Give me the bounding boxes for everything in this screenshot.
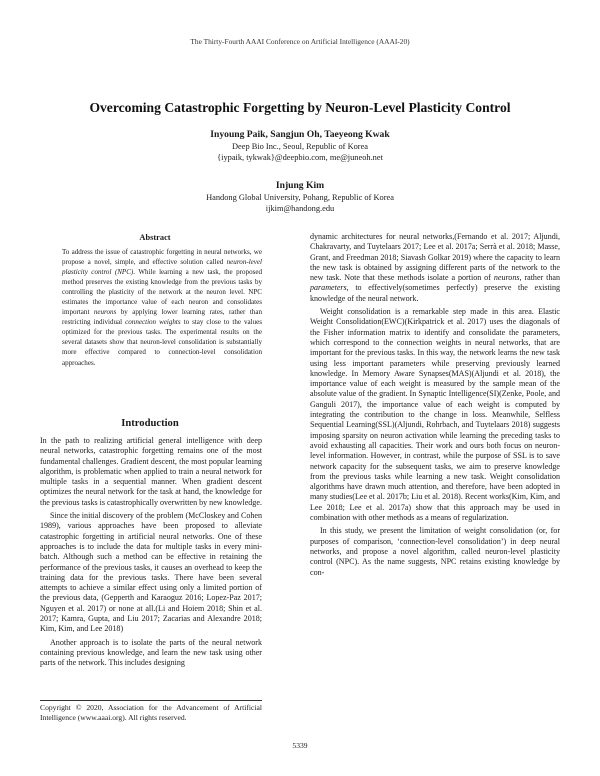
paragraph: Weight consolidation is a remarkable step made in this area. Elastic Weight Consolidation(EWC)(Kirkpatrick et al. 2017) uses the diagonals of the Fisher information matrix to identify and consolidate the parameters, which correspond to the connection weights in neural networks, that are important for the previous tasks. In this way, the network learns the new task using less important parameters while preserving previously learned knowledge. In Memory Aware Synapses(MAS)(Aljundi et al. 2018), the importance value of each weight is measured by the sample mean of the absolute value of the gradient. In Synaptic Intelligence(SI)(Zenke, Poole, and Ganguli 2017), the importance value of each weight is computed by integrating the contribution to the change in loss. Meanwhile, Selfless Sequential Learning(SSL)(Aljundi, Rohrbach, and Tuytelaars 2018) suggests imposing sparsity on neuron activation while learning the preceding tasks to avoid exhausting all capacities. Their work and ours both focus on neuron-level information. However, in contrast, while the purpose of SSL is to save network capacity for the subsequent tasks, we aim to preserve knowledge from the previous tasks while learning a new task. Weight consolidation algorithms have drawn much attention, and therefore, have been adopted in many studies(Lee et al. 2017b; Liu et al. 2018). Recent works(Kim, Kim, and Lee 2018; Lee et al. 2017a) show that this approach may be used in combination with other methods as a means of regularization. (310, 307, 560, 523)
author-names: Injung Kim (275, 180, 325, 191)
page-number: 5339 (292, 741, 308, 750)
author-affiliation: Deep Bio Inc., Seoul, Republic of Korea (231, 142, 369, 151)
author-names: Inyoung Paik, Sangjun Oh, Taeyeong Kwak (210, 129, 390, 140)
paragraph: In the path to realizing artificial general intelligence with deep neural networks, catastrophic forgetting remains one of the most fundamental challenges. Gradient descent, the most popular learning algorithm, is problematic when applied to train a neural network for multiple tasks in a sequential manner. When gradient descent optimizes the neural network for the task at hand, the knowledge for the previous tasks is catastrophically overwritten by new knowledge. (40, 436, 262, 507)
paragraph-text: dynamic architectures for neural networks,(Fernando et al. 2017; Aljundi, Chakravarty, and Tuytelaars 2017; Lee et al. 2017a; Serrà et al. 2018; Masse, Grant, and Freedman 2018; Siavash Golkar 2019) where the capacity to learn the new task is obtained by assigning different parts of the network to the new task. Note that these methods isolate a portion of (310, 232, 560, 283)
paper-title: Overcoming Catastrophic Forgetting by Neuron-Level Plasticity Control (89, 100, 511, 115)
conference-header: The Thirty-Fourth AAAI Conference on Artificial Intelligence (AAAI-20) (190, 37, 410, 46)
left-column (40, 436, 262, 672)
footnote-divider (40, 700, 262, 701)
author-block-1 (100, 128, 500, 163)
abstract-emphasis: neurons (93, 308, 117, 317)
paragraph-emphasis: parameters (310, 283, 347, 293)
paragraph (310, 232, 560, 304)
paragraph-text: , to effectively(sometimes perfectly) preserve the existing knowledge of the neural network. (310, 283, 560, 303)
paragraph: In this study, we present the limitation of weight consolidation (or, for purposes of comparison, ‘connection-level consolidation’) in deep neural networks, and propose a novel algorithm, called neuron-level plasticity control (NPC). As the name suggests, NPC retains existing knowledge by con- (310, 526, 560, 577)
abstract-text: . While learning a new task, the proposed method preserves the existing knowledge from the previous tasks by controlling the plasticity of the network at the neuron level. NPC estimates the importance value of each neuron and consolidates important (62, 268, 262, 317)
author-block-2 (100, 179, 500, 214)
abstract-heading: Abstract (139, 233, 171, 242)
introduction-heading: Introduction (121, 418, 179, 429)
abstract-emphasis: neuron-level plasticity control (NPC) (62, 258, 262, 277)
author-email: {iypaik, tykwak}@deepbio.com, me@juneoh.net (217, 153, 383, 162)
abstract-body (62, 247, 262, 368)
abstract-text: to stay close to the values optimized for the previous tasks. The experimental results on the several datasets show that neuron-level consolidation is substantially more effective compared to connection-level consolidation approaches. (62, 318, 263, 367)
author-email: ijkim@handong.edu (265, 204, 335, 213)
paragraph: Since the initial discovery of the problem (McCloskey and Cohen 1989), various approaches have been proposed to alleviate catastrophic forgetting in artificial neural networks. One of these approaches is to include the data for multiple tasks in every mini-batch. Although such a method can be effective in retaining the performance of the previous tasks, it causes an overhead to keep the training data for the previous tasks. There have been several attempts to achieve a similar effect using only a limited portion of the previous data, (Gepperth and Karaoguz 2016; Lopez-Paz 2017; Nguyen et al. 2017) or none at all.(Li and Hoiem 2018; Shin et al. 2017; Kamra, Gupta, and Liu 2017; Zacarias and Alexandre 2018; Kim, Kim, and Lee 2018) (40, 511, 262, 634)
right-column (310, 232, 560, 581)
paragraph-text: , rather than (519, 273, 560, 283)
abstract-text: by applying lower learning rates, rather than restricting individual (62, 308, 262, 327)
abstract-text: To address the issue of catastrophic forgetting in neural networks, we propose a novel, simple, and effective solution called (62, 248, 262, 267)
abstract-emphasis: connection weights (125, 318, 181, 327)
author-affiliation: Handong Global University, Pohang, Republic of Korea (206, 193, 394, 202)
paragraph-emphasis: neurons (493, 273, 520, 283)
copyright-notice: Copyright © 2020, Association for the Advancement of Artificial Intelligence (www.aaai.org). All rights reserved. (40, 703, 262, 722)
paragraph: Another approach is to isolate the parts of the neural network containing previous knowledge, and learn the new task using other parts of the network. This includes designing (40, 637, 262, 668)
